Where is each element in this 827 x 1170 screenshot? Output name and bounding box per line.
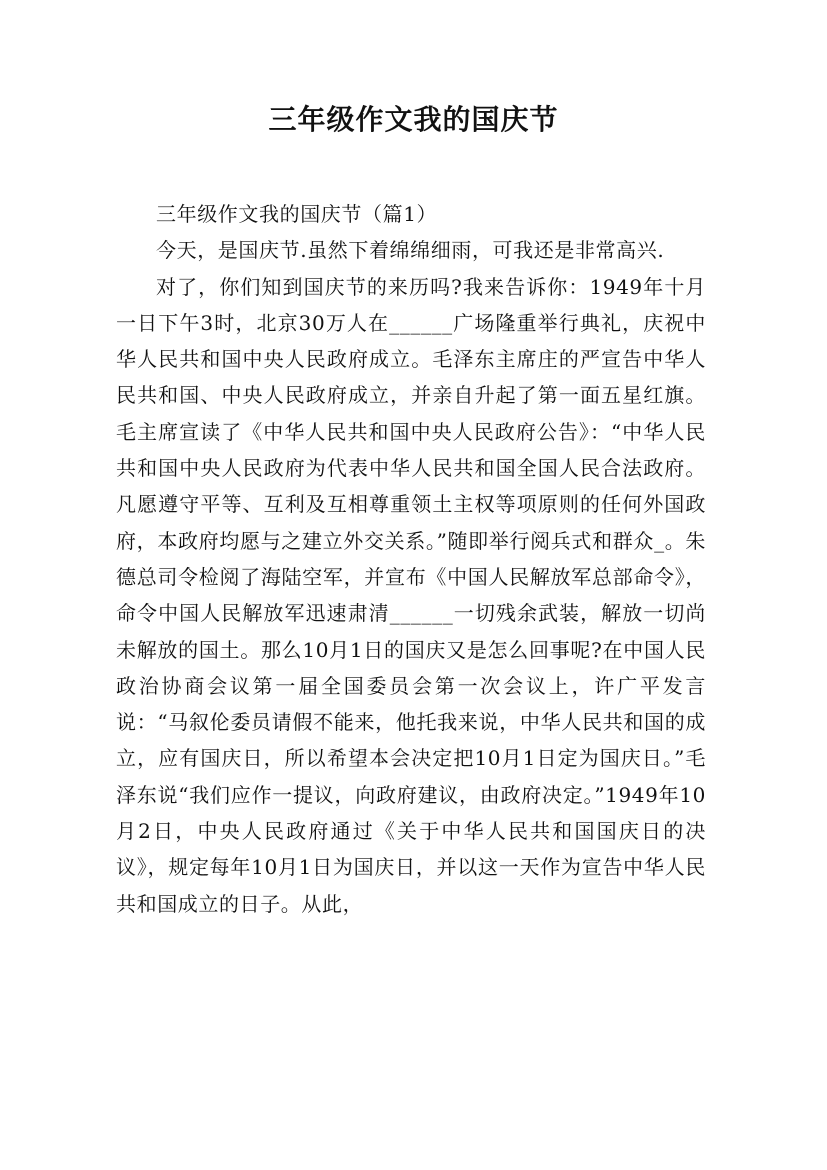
section-heading: 三年级作文我的国庆节（篇1） — [156, 202, 438, 226]
paragraph: 今天，是国庆节.虽然下着绵绵细雨，可我还是非常高兴. — [156, 238, 665, 263]
document-body — [116, 196, 706, 922]
paragraph: 对了，你们知到国庆节的来历吗?我来告诉你：1949年十月一日下午3时，北京30万人在______广场隆重举行典礼，庆祝中华人民共和国中央人民政府成立。毛泽东主席庄的严宣告中华人民共和国、中央人民政府成立，并亲自升起了第一面五星红旗。毛主席宣读了《中华人民共和国中央人民政府公告》：“中华人民共和国中央人民政府为代表中华人民共和国全国人民合法政府。凡愿遵守平等、互利及互相尊重领土主权等项原则的任何外国政府，本政府均愿与之建立外交关系。”随即举行阅兵式和群众_。朱德总司令检阅了海陆空军，并宣布《中国人民解放军总部命令》，命令中国人民解放军迅速肃清______一切残余武装，解放一切尚未解放的国土。那么10月1日的国庆又是怎么回事呢?在中国人民政治协商会议第一届全国委员会第一次会议上，许广平发言说：“马叙伦委员请假不能来，他托我来说，中华人民共和国的成立，应有国庆日，所以希望本会决定把10月1日定为国庆日。”毛泽东说“我们应作一提议，向政府建议，由政府决定。”1949年10月2日，中央人民政府通过《关于中华人民共和国国庆日的决议》，规定每年10月1日为国庆日，并以这一天作为宣告中华人民共和国成立的日子。从此， — [116, 274, 706, 916]
document-title: 三年级作文我的国庆节 — [268, 103, 559, 136]
